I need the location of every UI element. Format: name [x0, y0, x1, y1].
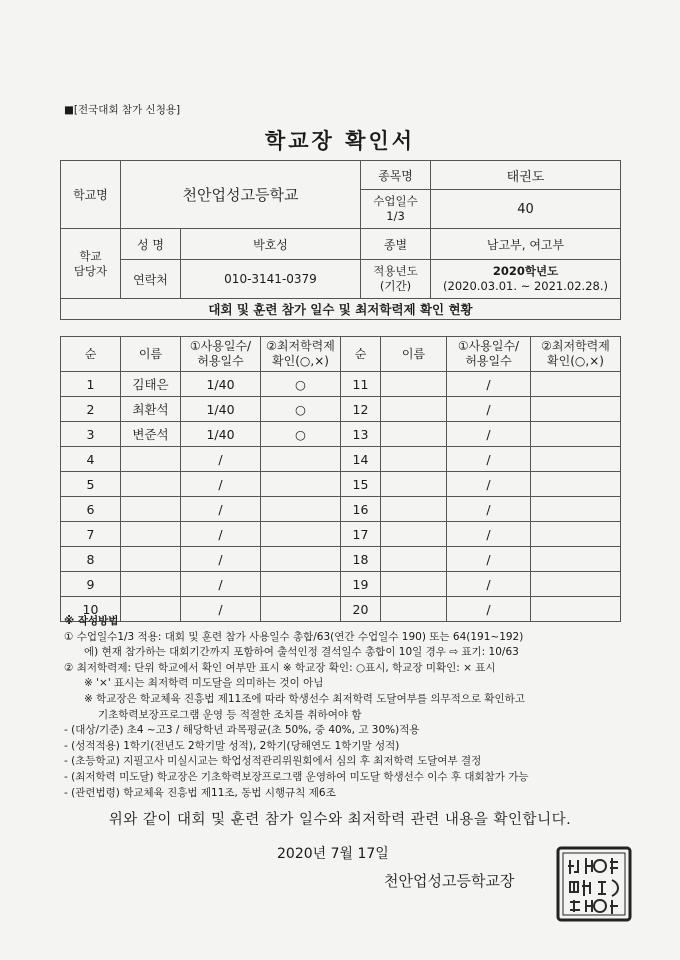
school-name: 천안업성고등학교: [121, 161, 361, 229]
cell-no: 1: [61, 372, 121, 397]
roster-table: [60, 336, 621, 622]
cell-check: [531, 472, 621, 497]
cell-days: /: [447, 572, 531, 597]
table-row: [61, 522, 621, 547]
cell-name: 김태은: [121, 372, 181, 397]
days-label: [361, 190, 431, 229]
cell-no: 20: [341, 597, 381, 622]
cell-days: /: [181, 522, 261, 547]
table-row: [61, 572, 621, 597]
cell-days: 1/40: [181, 397, 261, 422]
table-row: [61, 497, 621, 522]
note-1a: ① 수업일수1/3 적용: 대회 및 훈련 참가 사용일수 총합/63(연간 수업일수 190) 또는 64(191~192): [64, 630, 524, 643]
header-check: [261, 337, 341, 372]
cell-check: [261, 497, 341, 522]
header-days-line2: 허용일수: [197, 354, 244, 368]
days-value: 40: [431, 190, 621, 229]
cell-no: 10: [61, 597, 121, 622]
header-check-right-line1: ②최저학력제: [541, 339, 610, 353]
cell-name: [381, 472, 447, 497]
note-9: - (관련법령) 학교체육 진흥법 제11조, 동법 시행규칙 제6조: [64, 786, 336, 799]
cell-name: [381, 547, 447, 572]
cell-days: /: [447, 547, 531, 572]
header-days-right-line2: 허용일수: [465, 354, 512, 368]
form-tag: ■[전국대회 참가 신청용]: [64, 104, 181, 116]
cell-name: [381, 522, 447, 547]
cell-check: [261, 472, 341, 497]
cell-days: /: [181, 497, 261, 522]
header-days-right-line1: ①사용일수/: [457, 339, 520, 353]
year-value-line1: 2020학년도: [492, 264, 559, 278]
cell-days: /: [181, 472, 261, 497]
cell-check: [531, 422, 621, 447]
official-seal: [556, 846, 632, 922]
header-check-line1: ②최저학력제: [266, 339, 335, 353]
cell-check: [531, 572, 621, 597]
header-name-right: 이름: [381, 337, 447, 372]
cell-check: ○: [261, 397, 341, 422]
cell-name: 최환석: [121, 397, 181, 422]
event-label: 종목명: [361, 161, 431, 190]
principal-name: 천안업성고등학교장: [384, 872, 515, 890]
cell-no: 19: [341, 572, 381, 597]
cell-name: [381, 447, 447, 472]
cell-days: /: [181, 447, 261, 472]
cell-days: /: [181, 572, 261, 597]
cell-days: 1/40: [181, 372, 261, 397]
header-check-right-line2: 확인(○,×): [547, 354, 604, 368]
roster-header: [61, 337, 621, 372]
year-label: [361, 260, 431, 299]
manager-label-line2: 담당자: [73, 263, 108, 278]
header-name: 이름: [121, 337, 181, 372]
cell-name: [121, 497, 181, 522]
cell-check: ○: [261, 372, 341, 397]
cell-name: [121, 547, 181, 572]
cell-name: [121, 522, 181, 547]
cell-days: 1/40: [181, 422, 261, 447]
contact-label: 연락처: [121, 260, 181, 299]
cell-no: 3: [61, 422, 121, 447]
notes-section: [64, 614, 664, 801]
note-5: - (대상/기준) 초4 ~고3 / 해당학년 과목평균(초 50%, 중 40%, 고 30%)적용: [64, 724, 420, 737]
table-row: [61, 547, 621, 572]
cell-name: 변준석: [121, 422, 181, 447]
cell-no: 17: [341, 522, 381, 547]
cell-no: 2: [61, 397, 121, 422]
cell-no: 6: [61, 497, 121, 522]
note-1b: 에) 현재 참가하는 대회기간까지 포함하여 출석인정 결석일수 총합이 10일 경우 ⇨ 표기: 10/63: [84, 646, 519, 659]
cell-no: 8: [61, 547, 121, 572]
year-value-line2: (2020.03.01. ~ 2021.02.28.): [443, 279, 608, 293]
manager-label-line1: 학교: [79, 248, 102, 263]
table-row: [61, 372, 621, 397]
cell-no: 4: [61, 447, 121, 472]
days-label-line1: 수업일수: [373, 194, 418, 208]
year-value: [431, 260, 621, 299]
header-days-right: [447, 337, 531, 372]
cell-name: [121, 447, 181, 472]
cell-days: /: [447, 472, 531, 497]
cell-days: /: [447, 397, 531, 422]
cell-check: [531, 547, 621, 572]
cell-name: [121, 572, 181, 597]
cell-no: 18: [341, 547, 381, 572]
cell-name: [381, 422, 447, 447]
cell-no: 13: [341, 422, 381, 447]
cell-check: [531, 497, 621, 522]
header-check-line2: 확인(○,×): [272, 354, 329, 368]
year-label-line2: (기간): [379, 279, 412, 293]
cell-check: [531, 522, 621, 547]
cell-days: /: [181, 597, 261, 622]
cell-check: [531, 372, 621, 397]
note-6: - (성적적용) 1학기(전년도 2학기말 성적), 2학기(당해연도 1학기말 성적): [64, 739, 400, 752]
cell-check: [261, 547, 341, 572]
note-7: - (초등학교) 지필고사 미실시교는 학업성적관리위원회에서 심의 후 최저학력 도달여부 결정: [64, 755, 482, 768]
page-title: 학교장 확인서: [264, 129, 416, 153]
cell-days: /: [181, 547, 261, 572]
days-label-line2: 1/3: [386, 209, 405, 223]
cell-name: [381, 397, 447, 422]
cell-name: [121, 472, 181, 497]
cell-days: /: [447, 597, 531, 622]
cell-days: /: [447, 422, 531, 447]
cell-no: 14: [341, 447, 381, 472]
cell-name: [381, 497, 447, 522]
cell-name: [381, 572, 447, 597]
cell-check: [261, 447, 341, 472]
note-8: - (최저학력 미도달) 학교장은 기초학력보장프로그램 운영하여 미도달 학생선수 이수 후 대회참가 가능: [64, 770, 529, 783]
name-label: 성 명: [121, 229, 181, 260]
cell-days: /: [447, 372, 531, 397]
table-row: [61, 447, 621, 472]
event-value: 태권도: [431, 161, 621, 190]
cell-check: [261, 522, 341, 547]
cell-no: 15: [341, 472, 381, 497]
header-days: [181, 337, 261, 372]
cell-days: /: [447, 497, 531, 522]
cell-check: [531, 397, 621, 422]
note-3: ※ '×' 표시는 최저학력 미도달을 의미하는 것이 아님: [84, 677, 324, 690]
cell-no: 12: [341, 397, 381, 422]
cell-no: 16: [341, 497, 381, 522]
note-2: ② 최저학력제: 단위 학교에서 확인 여부만 표시 ※ 학교장 확인: ○표시, 학교장 미확인: × 표시: [64, 661, 496, 674]
cell-name: [381, 372, 447, 397]
cell-no: 5: [61, 472, 121, 497]
year-label-line1: 적용년도: [373, 264, 418, 278]
roster-body: [61, 372, 621, 622]
header-days-line1: ①사용일수/: [189, 339, 252, 353]
header-no-right: 순: [341, 337, 381, 372]
confirmation-text: 위와 같이 대회 및 훈련 참가 일수와 최저학력 관련 내용을 확인합니다.: [108, 812, 572, 828]
table-row: [61, 422, 621, 447]
gender-label: 종별: [361, 229, 431, 260]
table-row: [61, 397, 621, 422]
cell-no: 11: [341, 372, 381, 397]
name-value: 박호성: [181, 229, 361, 260]
school-label: 학교명: [61, 161, 121, 229]
header-no: 순: [61, 337, 121, 372]
cell-check: ○: [261, 422, 341, 447]
cell-days: /: [447, 447, 531, 472]
manager-label: [61, 229, 121, 299]
table-row: [61, 472, 621, 497]
contact-value: 010-3141-0379: [181, 260, 361, 299]
issue-date: 2020년 7월 17일: [277, 846, 389, 862]
cell-check: [261, 572, 341, 597]
info-table: [60, 160, 621, 320]
cell-no: 7: [61, 522, 121, 547]
notes-heading: ※ 작성방법: [64, 615, 119, 627]
note-4b: 기초학력보장프로그램 운영 등 적절한 조치를 취하여야 함: [98, 708, 362, 721]
note-4a: ※ 학교장은 학교체육 진흥법 제11조에 따라 학생선수 최저학력 도달여부를 의무적으로 확인하고: [84, 692, 525, 705]
cell-check: [531, 447, 621, 472]
header-check-right: [531, 337, 621, 372]
cell-days: /: [447, 522, 531, 547]
cell-no: 9: [61, 572, 121, 597]
gender-value: 남고부, 여고부: [431, 229, 621, 260]
section-title: 대회 및 훈련 참가 일수 및 최저학력제 확인 현황: [61, 299, 621, 320]
